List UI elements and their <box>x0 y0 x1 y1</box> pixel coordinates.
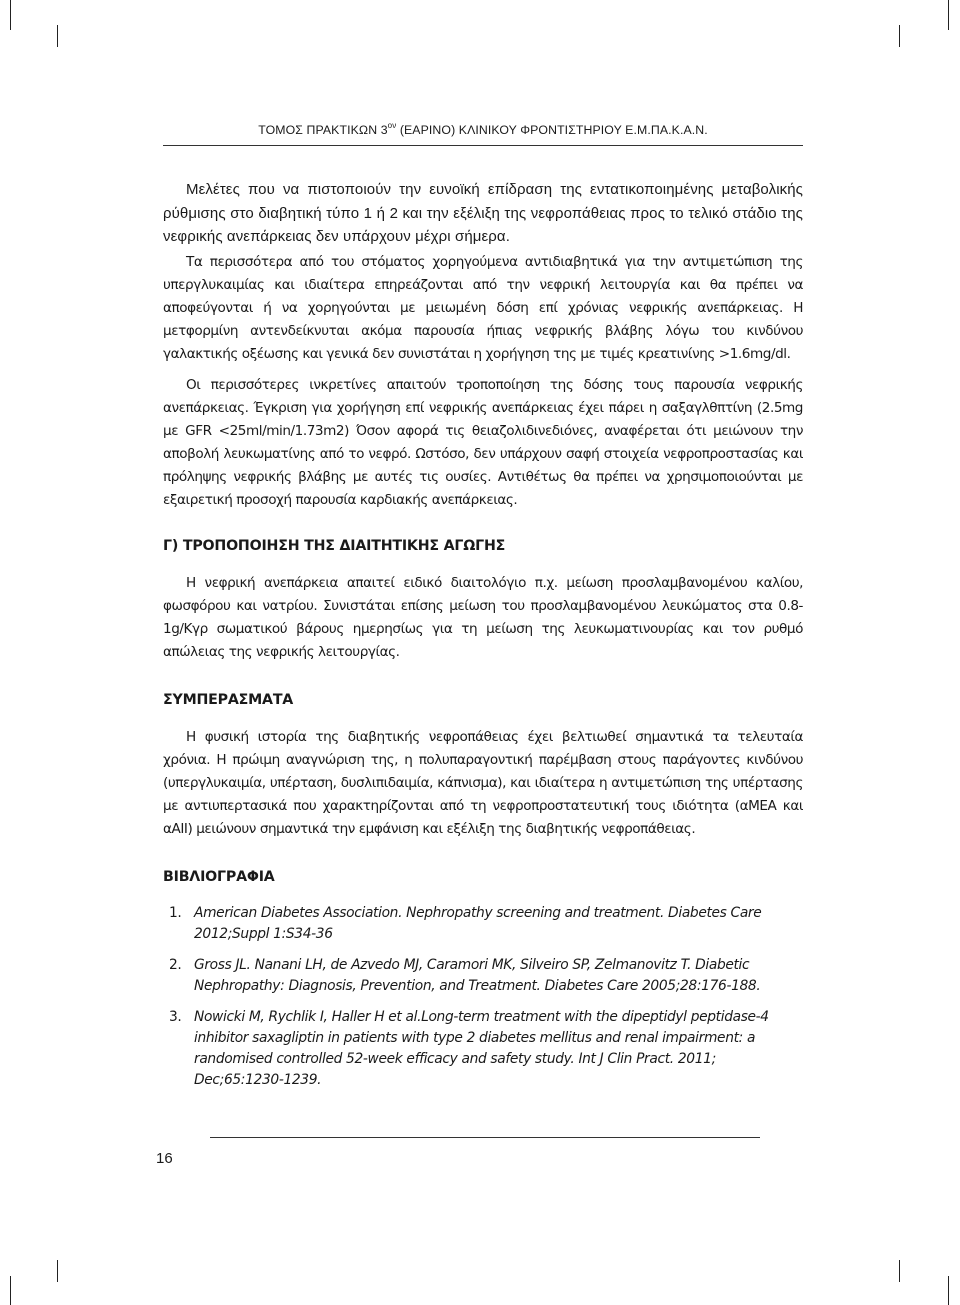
footer-rule <box>210 1137 760 1138</box>
article-body <box>163 178 803 1101</box>
reference-item <box>163 955 803 997</box>
section-heading-diet: Γ) ΤΡΟΠΟΠΟΙΗΣΗ ΤΗΣ ΔΙΑΙΤΗΤΙΚΗΣ ΑΓΩΓΗΣ <box>163 537 506 554</box>
reference-item <box>163 1007 803 1091</box>
paragraph-metabolic-control: Μελέτες που να πιστοποιούν την ευνοϊκή επίδραση της εντατικοποιημένης μεταβολικής ρύθμισης στο διαβητική τύπο 1 ή 2 και την εξέλιξη της νεφροπάθειας προς το τελικό στάδιο της νεφρικής ανεπάρκειας δεν υπάρχουν μέχρι σήμερα. <box>163 181 803 245</box>
crop-mark <box>57 1260 58 1282</box>
header-suffix: (ΕΑΡΙΝΟ) ΚΛΙΝΙΚΟΥ ΦΡΟΝΤΙΣΤΗΡΙΟΥ Ε.Μ.ΠΑ.Κ.Α.Ν. <box>396 123 708 137</box>
crop-mark <box>948 1276 949 1305</box>
reference-text: American Diabetes Association. Nephropathy screening and treatment. Diabetes Care 2012;Suppl 1:S34-36 <box>194 904 762 942</box>
crop-mark <box>10 0 11 30</box>
crop-mark <box>899 25 900 47</box>
crop-mark <box>948 0 949 30</box>
header-rule <box>163 145 803 146</box>
paragraph-diet: Η νεφρική ανεπάρκεια απαιτεί ειδικό διαιτολόγιο π.χ. μείωση προσλαμβανομένου καλίου, φωσφόρου και νατρίου. Συνιστάται επίσης μείωση του προσλαμβανομένου λευκώματος στα 0.8-1g/Κγρ σωματικού βάρους ημερησίως για τη μείωση της λευκωματινουρίας και τον ρυθμό απώλειας της νεφρικής λειτουργίας. <box>163 574 803 660</box>
reference-item <box>163 903 803 945</box>
reference-number: 3. <box>169 1008 182 1025</box>
crop-mark <box>899 1260 900 1282</box>
paragraph-incretins: Οι περισσότερες ινκρετίνες απαιτούν τροποποίηση της δόσης τους παρουσία νεφρικής ανεπάρκειας. Έγκριση για χορήγηση επί νεφρικής ανεπάρκειας έχει πάρει η σαξαγλθπτίνη (2.5mg με GFR <25ml/min/1.73m2) Όσον αφορά τις θειαζολιδινεδιόνες, αναφέρεται ότι μειώνουν την αποβολή λευκωματίνης από το νεφρό. Ωστόσο, δεν υπάρχουν σαφή στοιχεία νεφροπροστασίας και πρόληψης νεφρικής βλάβης με αυτές τις ουσίες. Αντιθέτως θα πρέπει να χρησιμοποιούνται με εξαιρετική προσοχή παρουσία καρδιακής ανεπάρκειας. <box>163 376 803 508</box>
header-superscript: ον <box>387 120 397 130</box>
reference-number: 1. <box>169 904 182 921</box>
crop-mark <box>57 25 58 47</box>
section-heading-bibliography: ΒΙΒΛΙΟΓΡΑΦΙΑ <box>163 868 275 885</box>
reference-text: Gross JL. Nanani LH, de Azvedo MJ, Caramori MK, Silveiro SP, Zelmanovitz T. Diabetic Nephropathy: Diagnosis, Prevention, and Treatment. Diabetes Care 2005;28:176-188. <box>194 956 761 994</box>
running-header <box>163 122 803 138</box>
page-number: 16 <box>156 1150 173 1167</box>
paragraph-conclusions: Η φυσική ιστορία της διαβητικής νεφροπάθειας έχει βελτιωθεί σημαντικά τα τελευταία χρόνια. Η πρώιμη αναγνώριση της, η πολυπαραγοντική παρέμβαση στους παράγοντες κινδύνου (υπεργλυκαιμία, υπέρταση, δυσλιπιδαιμία, κάπνισμα), και ιδιαίτερα η αντιμετώπιση της υπέρτασης με αντιυπερτασικά που χαρακτηρίζονται από τη νεφροπροστατευτική τους ιδιότητα (αΜΕΑ και αΑΙΙ) μειώνουν σημαντικά την εμφάνιση και εξέλιξη της διαβητικής νεφροπάθειας. <box>163 728 803 837</box>
section-heading-conclusions: ΣΥΜΠΕΡΑΣΜΑΤΑ <box>163 691 294 708</box>
reference-list <box>163 903 803 1091</box>
header-prefix: ΤΟΜΟΣ ΠΡΑΚΤΙΚΩΝ 3 <box>258 123 388 137</box>
reference-number: 2. <box>169 956 182 973</box>
crop-mark <box>10 1276 11 1305</box>
paragraph-oral-antidiabetics: Τα περισσότερα από του στόματος χορηγούμενα αντιδιαβητικά για την αντιμετώπιση της υπεργλυκαιμίας και ιδιαίτερα επηρεάζονται από την νεφρική λειτουργία και θα πρέπει να αποφεύγονται ή να χορηγούνται με μειωμένη δόση επί χρόνιας νεφρικής ανεπάρκειας. Η μετφορμίνη αντενδείκνυται ακόμα παρουσία ήπιας νεφρικής βλάβης λόγω του κινδύνου γαλακτικής οξέωσης και γενικά δεν συνιστάται η χορήγηση της με τιμές κρεατινίνης >1.6mg/dl. <box>163 253 803 362</box>
reference-text: Nowicki M, Rychlik I, Haller H et al.Long-term treatment with the dipeptidyl peptidase-4 inhibitor saxagliptin in patients with type 2 diabetes mellitus and renal impairment: a randomised controlled 52-week efficacy and safety study. Int J Clin Pract. 2011; Dec;65:1230-1239. <box>194 1008 769 1088</box>
